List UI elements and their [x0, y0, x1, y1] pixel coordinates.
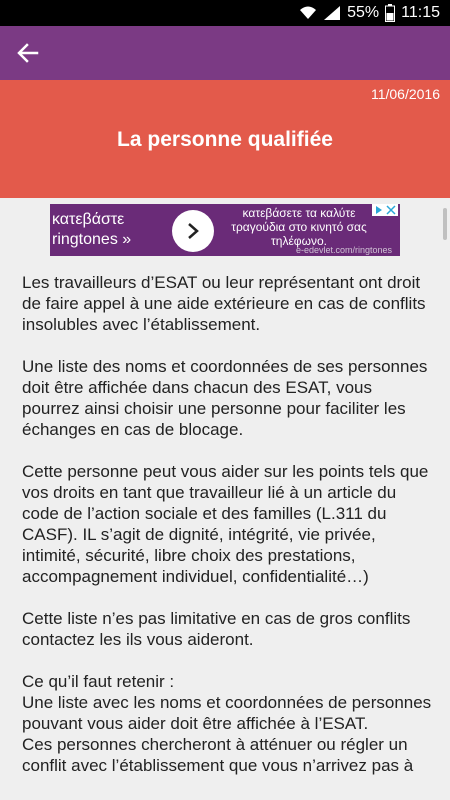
- ad-open-button[interactable]: [172, 210, 214, 252]
- paragraph: Cette personne peut vous aider sur les points tels que vos droits en tant que travailleur lié à un article du code de l’action sociale et des familles (L.311 du CASF). IL s’agit de dignité, intégrité, vie privée, intimité, sécurité, libre choix des prestations, accompagnement individuel, confidentialité…): [22, 462, 429, 586]
- signal-icon: [323, 5, 341, 21]
- paragraph: Les travailleurs d’ESAT ou leur représentant ont droit de faire appel à une aide extérieure en cas de conflits insolubles avec l’établissement.: [22, 273, 426, 334]
- back-button[interactable]: [14, 39, 42, 67]
- ad-choices[interactable]: [372, 204, 398, 216]
- ad-left-text: κατεβάστε ringtones »: [52, 211, 132, 248]
- summary-line: Une liste avec les noms et coordonnées de personnes pouvant vous aider doit être affichée à l’ESAT.: [22, 693, 432, 733]
- arrow-left-icon: [17, 42, 39, 64]
- status-bar: [0, 0, 450, 26]
- summary-line: Ces personnes chercheront à atténuer ou régler un conflit avec l’établissement que vous n’arrivez pas à: [22, 735, 414, 775]
- chevron-right-icon: [185, 222, 201, 240]
- paragraph: Cette liste n’es pas limitative en cas de gros conflits contactez les ils vous aideront.: [22, 609, 411, 649]
- battery-percent: 55%: [347, 4, 380, 21]
- battery-icon: [385, 4, 395, 22]
- close-icon[interactable]: [386, 205, 396, 215]
- article-content[interactable]: [0, 198, 450, 800]
- app-bar: [0, 26, 450, 80]
- summary-block: [22, 671, 432, 776]
- ad-info-icon[interactable]: [374, 205, 384, 215]
- page-title: La personne qualifiée: [117, 128, 333, 151]
- paragraph: Une liste des noms et coordonnées de ses personnes doit être affichée dans chacun des ESAT, vous pourrez ainsi choisir une personne pour faciliter les échanges en cas de blocage.: [22, 357, 428, 439]
- ad-source: e-edevlet.com/ringtones: [295, 245, 392, 255]
- article-header: [0, 80, 450, 198]
- wifi-icon: [299, 5, 317, 21]
- ad-right-text: κατεβάσετε τα καλύτε τραγούδια στο κινητό σας τηλέφωνο.: [231, 206, 367, 248]
- clock: 11:15: [401, 4, 440, 21]
- article-date: 11/06/2016: [370, 86, 440, 102]
- scrollbar[interactable]: [443, 208, 447, 240]
- summary-heading: Ce qu’il faut retenir :: [22, 672, 175, 691]
- ad-banner[interactable]: [50, 204, 400, 256]
- article-body: [22, 272, 432, 776]
